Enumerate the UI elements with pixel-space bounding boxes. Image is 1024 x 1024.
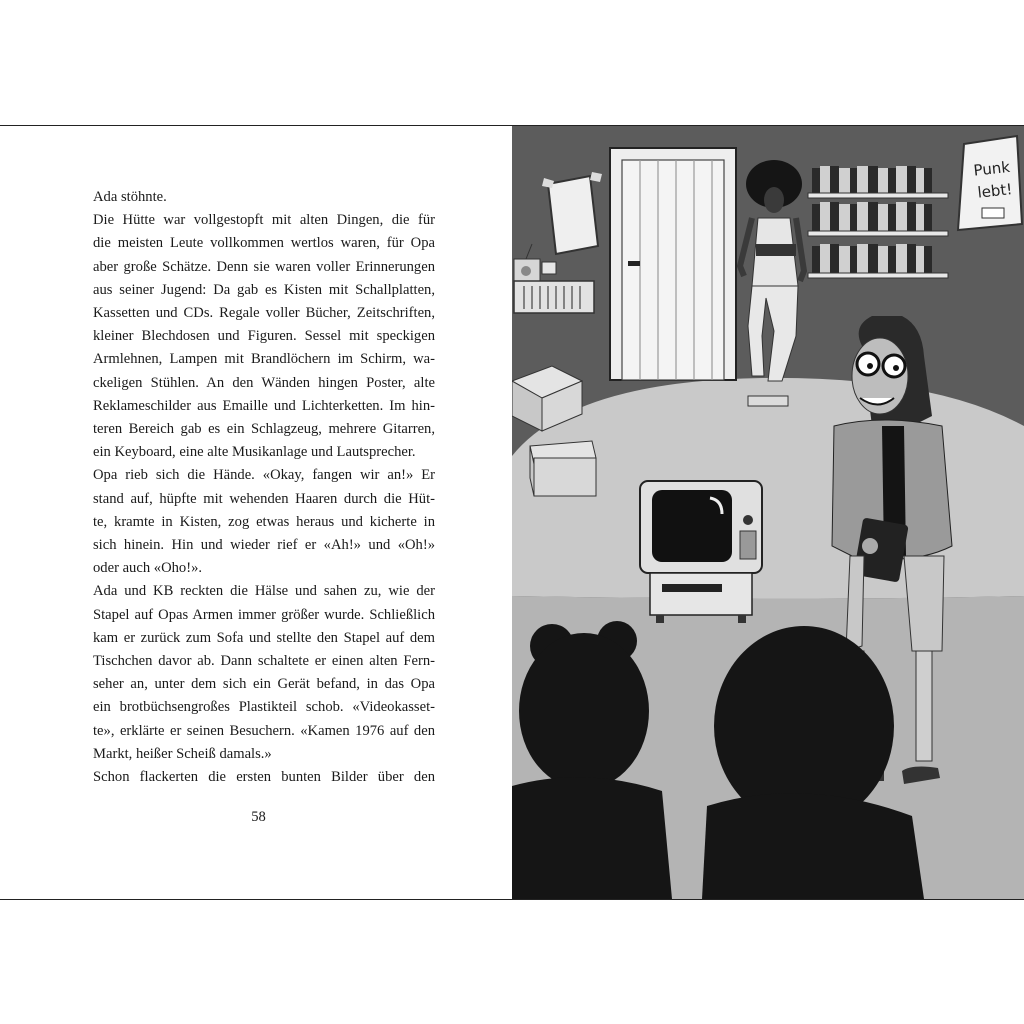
text-line: Markt, heißer Scheiß damals.» — [93, 745, 272, 762]
text-line: oder auch «Oho!». — [93, 560, 203, 577]
text-line: Ada und KB reckten die Hälse und sahen zu, wie der — [93, 583, 435, 600]
text-line: Stapel auf Opas Armen immer größer wurde. Schließlich — [93, 606, 435, 623]
bookshelf — [808, 166, 948, 278]
text-line: ckeligen Stühlen. An den Wänden hingen Poster, alte — [93, 374, 435, 391]
text-line: teren Bereich gab es ein Schlagzeug, mehrere Gitarren, — [93, 421, 435, 438]
television — [640, 481, 762, 623]
text-line: Armlehnen, Lampen mit Brandlöchern im Schirm, wa- — [93, 351, 435, 368]
text-line: Ada stöhnte. — [93, 189, 167, 205]
text-line: Opa rieb sich die Hände. «Okay, fangen wir an!» Er — [93, 467, 435, 484]
cardboard-box-2 — [530, 441, 596, 496]
left-page — [0, 126, 512, 899]
text-line: Die Hütte war vollgestopft mit alten Dingen, die für — [93, 212, 435, 229]
text-line: Tischchen davor ab. Dann schaltete er einen alten Fern- — [93, 653, 435, 670]
text-line: Schon flackerten die ersten bunten Bilder über den — [93, 769, 435, 786]
text-line: stand auf, hüpfte mit wehenden Haaren durch die Hüt- — [93, 490, 435, 507]
illustration-page — [512, 126, 1024, 899]
poster-text-1: Punk — [972, 157, 1011, 180]
text-line: te, kramte in Kisten, zog etwas heraus und kicherte in — [93, 513, 435, 530]
text-line: te», erklärte er seinen Besuchern. «Kamen 1976 auf den — [93, 722, 435, 739]
text-line: ein Keyboard, eine alte Musikanlage und Lautsprecher. — [93, 444, 416, 461]
text-line: kam er zurück zum Sofa und stellte den Stapel auf dem — [93, 629, 435, 646]
poster-text-2: lebt! — [976, 180, 1014, 202]
door — [610, 148, 736, 380]
record-crate — [514, 281, 594, 313]
book-spread — [0, 125, 1024, 900]
text-line: Reklameschilder aus Emaille und Lichterketten. Im hin- — [93, 397, 435, 414]
text-line: aber große Schätze. Denn sie waren voller Erinnerungen — [93, 258, 435, 275]
text-line: kleiner Blechdosen und Figuren. Sessel mit speckigen — [93, 328, 435, 345]
text-line: seher an, unter dem sich ein Gerät befand, in das Opa — [93, 676, 435, 693]
text-line: ein brotbüchsengroßes Plastikteil schob. «Videokasset- — [93, 699, 435, 716]
text-line: aus seiner Jugend: Da gab es Kisten mit Schallplatten, — [93, 281, 435, 298]
page-number: 58 — [251, 809, 266, 825]
illustration — [512, 126, 1024, 899]
text-line: die meisten Leute vollkommen wertlos waren, für Opa — [93, 235, 435, 252]
text-line: sich hinein. Hin und wieder rief er «Ah!» und «Oh!» — [93, 537, 435, 554]
text-line: Kassetten und CDs. Regale voller Bücher, Zeitschriften, — [93, 305, 435, 322]
punk-poster — [958, 136, 1022, 230]
body-text — [93, 186, 435, 789]
